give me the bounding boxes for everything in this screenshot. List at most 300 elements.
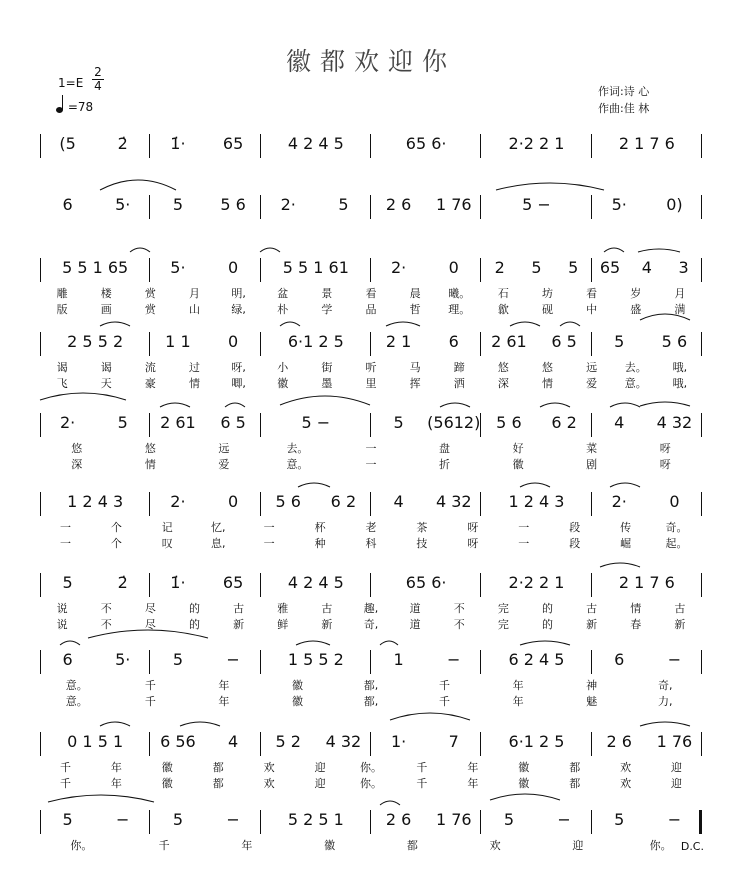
lyric-syllable: 个 [110,537,122,550]
lyric-syllable: 记 [161,521,173,534]
jianpu-note-group: 5 2 [275,732,301,751]
jianpu-note-group: 5 6 [496,413,522,432]
lyric-syllable: 哦, [672,361,688,374]
lyric-syllable: 新 [674,618,686,631]
lyric-syllable: 千 [59,777,71,790]
slur-arc [130,248,150,252]
lyric-syllable: 去。 [286,442,309,455]
lyric-syllable: 种 [314,537,326,550]
notation-row [40,258,702,282]
slur-arc [640,402,690,406]
slur-arc [610,403,640,407]
lyrics-verse-1 [40,360,702,375]
lyric-syllable: 雅 [277,602,289,615]
lyric-syllable: 晨 [409,287,421,300]
lyric-syllable: 悠 [497,361,509,374]
lyric-syllable: 雕 [56,287,68,300]
lyric-syllable: 的 [188,618,200,631]
lyric-syllable: 一 [263,537,275,550]
barline [591,650,592,674]
jianpu-note-group: 1 5 5 2 [287,650,344,669]
lyric-syllable: 奇, [363,618,379,631]
lyric-syllable: 明, [231,287,246,300]
lyric-syllable: 新 [321,618,333,631]
lyric-syllable: 不 [100,618,112,631]
barline [40,258,41,282]
lyric-syllable: 迎 [671,777,683,790]
jianpu-note-group: 1 1 [165,332,191,351]
notation-row [40,413,702,437]
jianpu-note-group: 65 6· [405,134,447,153]
lyric-syllable: 都 [406,839,418,852]
lyrics-verse-1 [40,441,702,456]
lyric-syllable: 尽 [144,602,156,615]
lyric-syllable: 哦, [672,377,688,390]
jianpu-note-group: 1̇· [170,134,186,153]
lyric-syllable: 情 [144,458,156,471]
lyric-syllable: 天 [100,377,112,390]
slur-arc [600,563,640,567]
barline [149,413,150,437]
lyric-syllable: 月 [674,287,686,300]
lyric-syllable: 千 [439,679,451,692]
lyric-syllable: 的 [542,602,554,615]
lyric-syllable: 呀 [467,537,479,550]
lyrics-verse-2 [40,776,702,791]
lyric-syllable: 朴 [277,303,289,316]
barline [370,492,371,516]
lyric-syllable: 都, [363,695,379,708]
lyric-syllable: 年 [512,695,524,708]
jianpu-note-group: 5 [172,195,183,214]
lyric-syllable: 徽 [324,839,336,852]
barline [40,732,41,756]
slur-arc [610,483,640,487]
lyric-syllable: 的 [188,602,200,615]
lyric-syllable: 里 [365,377,377,390]
lyric-syllable: 好 [512,442,524,455]
lyric-syllable: 都 [569,761,581,774]
tempo-value: =78 [67,100,94,114]
lyric-syllable: 版 [56,303,68,316]
lyric-syllable: 一 [59,537,71,550]
lyric-syllable: 忆, [210,521,226,534]
lyric-syllable: 情 [630,602,642,615]
barline [591,573,592,597]
barline [149,810,150,834]
jianpu-note-group: 5· [611,195,627,214]
jianpu-note-group: − [226,650,240,669]
lyric-syllable: 年 [241,839,253,852]
jianpu-note-group: 2 6 [385,810,412,829]
slur-arc [440,403,470,407]
barline [591,134,592,158]
jianpu-note-group: 6 [62,195,73,214]
lyrics-verse-2 [40,694,702,709]
slur-arc [260,248,280,252]
lyric-syllable: 春 [630,618,642,631]
lyric-syllable: 意。 [624,377,647,390]
lyric-syllable: 古 [586,602,598,615]
lyric-syllable: 一 [365,458,377,471]
jianpu-note-group: 6·1 2 5 [508,732,565,751]
jianpu-note-group: − [226,810,240,829]
lyric-syllable: 息, [210,537,226,550]
jianpu-note-group: 1 76 [656,732,693,751]
barline [40,413,41,437]
lyric-syllable: 一 [518,537,530,550]
barline [370,258,371,282]
lyric-syllable: 徽 [161,777,173,790]
slur-arc [225,403,245,407]
lyric-syllable: 千 [144,695,156,708]
jianpu-note-group: 6 2 4 5 [508,650,565,669]
slur-arc [520,483,550,487]
lyric-syllable: 呀 [659,442,671,455]
lyric-syllable: 月 [188,287,200,300]
da-capo-mark: D.C. [680,840,704,853]
barline [260,195,261,219]
slur-arc [296,641,330,645]
lyric-syllable: 唧, [231,377,246,390]
barline [591,413,592,437]
barline [480,413,481,437]
lyric-syllable: 山 [188,303,200,316]
jianpu-note-group: 5 [172,650,183,669]
jianpu-note-group: 5 [503,810,514,829]
lyrics-verse-2 [40,457,702,472]
lyric-syllable: 徽 [518,761,530,774]
barline [260,413,261,437]
lyric-syllable: 悠 [542,361,554,374]
jianpu-note-group: 5 [393,413,404,432]
lyric-syllable: 古 [321,602,333,615]
lyric-syllable: 年 [218,679,230,692]
lyric-syllable: 呀 [659,458,671,471]
lyric-syllable: 年 [110,777,122,790]
slur-arc [380,641,398,645]
lyric-syllable: 一 [59,521,71,534]
notation-row [40,332,702,356]
barline [40,134,41,158]
lyric-syllable: 盆 [277,287,289,300]
lyric-syllable: 一 [365,442,377,455]
lyric-syllable: 年 [110,761,122,774]
slur-arc [100,322,130,326]
barline [370,810,371,834]
jianpu-note-group: 65 [222,573,244,592]
barline [260,810,261,834]
jianpu-note-group: 6·1 2 5 [287,332,344,351]
lyric-syllable: 一 [518,521,530,534]
slur-arc [380,801,400,805]
lyric-syllable: 砚 [542,303,554,316]
barline [480,195,481,219]
lyric-syllable: 茶 [416,521,428,534]
lyrics-verse-1 [40,838,702,853]
jianpu-note-group: 2·2 2 1 [508,134,565,153]
jianpu-note-group: 4 [641,258,652,277]
slur-arc [100,180,176,190]
barline [260,650,261,674]
jianpu-note-group: 1 [393,650,404,669]
lyric-syllable: 鲜 [277,618,289,631]
jianpu-note-group: 6 2 [330,492,357,511]
lyric-syllable: 千 [416,761,428,774]
jianpu-note-group: 5 − [522,195,551,214]
lyric-syllable: 意。 [65,679,88,692]
slur-arc [160,403,190,407]
lyric-syllable: 坊 [542,287,554,300]
time-signature-top: 2 [92,66,104,80]
lyric-syllable: 千 [439,695,451,708]
lyric-syllable: 洒 [453,377,465,390]
lyrics-verse-1 [40,760,702,775]
jianpu-note-group: 2 1 [385,332,412,351]
lyric-syllable: 景 [321,287,333,300]
slur-arc [280,322,300,326]
barline [370,332,371,356]
barline [701,134,702,158]
lyric-syllable: 小 [277,361,289,374]
slur-arc [638,249,680,252]
lyric-syllable: 曦。 [448,287,471,300]
lyric-syllable: 赏 [144,303,156,316]
lyric-syllable: 一 [263,521,275,534]
lyric-syllable: 飞 [56,377,68,390]
slur-arc [60,641,80,645]
barline [370,650,371,674]
barline [591,195,592,219]
barline [701,195,702,219]
lyric-syllable: 赏 [144,287,156,300]
lyric-syllable: 崛 [620,537,632,550]
lyric-syllable: 迎 [314,761,326,774]
jianpu-note-group: 6 [614,650,625,669]
jianpu-note-group: 5· [115,195,131,214]
slur-arc [510,322,540,326]
lyric-syllable: 情 [188,377,200,390]
lyric-syllable: 老 [365,521,377,534]
slur-arc [560,322,580,326]
lyric-syllable: 徽 [291,679,303,692]
lyric-syllable: 爱 [586,377,598,390]
lyric-syllable: 都 [569,777,581,790]
jianpu-note-group: 1 2 4 3 [67,492,124,511]
lyric-syllable: 个 [110,521,122,534]
lyrics-verse-1 [40,520,702,535]
lyric-syllable: 不 [453,618,465,631]
composer-credit: 作曲:佳 林 [598,102,650,115]
barline [701,573,702,597]
tempo-marking [56,96,93,114]
lyric-syllable: 神 [586,679,598,692]
lyric-syllable: 剧 [586,458,598,471]
lyric-syllable: 品 [365,303,377,316]
lyric-syllable: 盛 [630,303,642,316]
song-title: 徽都欢迎你 [285,47,456,76]
slur-arc [490,794,560,800]
jianpu-note-group: 1· [390,732,407,751]
jianpu-note-group: 7 [448,732,459,751]
jianpu-note-group: 0 [669,492,680,511]
jianpu-note-group: 5 [172,810,183,829]
lyric-syllable: 年 [467,761,479,774]
jianpu-note-group: 1̇· [170,573,186,592]
jianpu-note-group: 6 5 [551,332,577,351]
lyric-syllable: 过 [188,361,200,374]
lyric-syllable: 绿, [231,303,246,316]
jianpu-note-group: 4 [393,492,404,511]
jianpu-note-group: 2 1 7 6 [618,134,675,153]
jianpu-note-group: − [667,810,682,829]
jianpu-note-group: 2̇ [117,134,128,153]
barline [149,332,150,356]
lyric-syllable: 新 [233,618,245,631]
lyric-syllable: 理。 [448,303,471,316]
lyric-syllable: 爱 [218,458,230,471]
lyric-syllable: 欢 [263,761,275,774]
jianpu-note-group: 2̇ [117,573,128,592]
lyric-syllable: 说 [56,618,68,631]
jianpu-note-group: 4 [227,732,239,751]
slur-arc [100,722,130,726]
lyrics-verse-2 [40,376,702,391]
lyric-syllable: 看 [365,287,377,300]
barline [370,732,371,756]
jianpu-note-group: 6 2 [551,413,577,432]
barline [260,134,261,158]
jianpu-note-group: − [116,810,130,829]
barline [370,195,371,219]
jianpu-note-group: 2· [59,413,76,432]
jianpu-note-group: 5 [531,258,542,277]
barline [480,810,481,834]
jianpu-note-group: 5 5 1 61 [282,258,349,277]
jianpu-note-group: 1 2 4 3 [508,492,565,511]
lyricist-credit: 作词:诗 心 [598,85,650,98]
barline [480,732,481,756]
lyric-syllable: 传 [620,521,632,534]
lyric-syllable: 豪 [144,377,156,390]
lyric-syllable: 听 [365,361,377,374]
jianpu-note-group: 2· [280,195,296,214]
slur-arc [280,396,370,405]
lyric-syllable: 你。 [360,761,382,774]
barline [40,810,41,834]
lyric-syllable: 道 [409,602,421,615]
slur-arc [48,795,154,802]
barline [260,492,261,516]
jianpu-note-group: 5 6 [275,492,301,511]
lyric-syllable: 都, [363,679,379,692]
jianpu-note-group: 2· [170,492,186,511]
jianpu-note-group: 65 [599,258,621,277]
lyric-syllable: 不 [100,602,112,615]
lyric-syllable: 奇。 [665,521,688,534]
slur-arc [386,322,420,326]
barline [480,258,481,282]
barline [701,650,702,674]
jianpu-note-group: 5 6 [661,332,688,351]
slur-arc [604,248,624,252]
barline [149,492,150,516]
lyric-syllable: 楼 [100,287,112,300]
lyric-syllable: 深 [497,377,509,390]
barline [40,573,41,597]
lyric-syllable: 去。 [624,361,647,374]
notation-row [40,195,702,219]
jianpu-note-group: 6 56 [160,732,196,751]
notation-row [40,573,702,597]
barline [260,573,261,597]
lyric-syllable: 盘 [439,442,451,455]
lyric-syllable: 尽 [144,618,156,631]
jianpu-note-group: 2 [494,258,505,277]
lyrics-verse-1 [40,601,702,616]
jianpu-note-group: 6 5 [220,413,246,432]
lyric-syllable: 石 [497,287,509,300]
lyric-syllable: 看 [586,287,598,300]
jianpu-note-group: 0) [666,195,683,214]
lyric-syllable: 杯 [314,521,326,534]
jianpu-note-group: 2 1 7 6 [618,573,675,592]
barline [370,573,371,597]
jianpu-note-group: 6 [448,332,459,351]
barline [149,650,150,674]
barline [370,413,371,437]
lyric-syllable: 马 [409,361,421,374]
lyric-syllable: 段 [569,521,581,534]
barline [370,134,371,158]
jianpu-note-group: 5· [115,650,131,669]
barline [260,258,261,282]
lyric-syllable: 技 [416,537,428,550]
lyric-syllable: 千 [158,839,170,852]
slur-arc [496,183,604,190]
notation-row [40,492,702,516]
lyric-syllable: 新 [586,618,598,631]
barline [480,492,481,516]
lyric-syllable: 徽 [161,761,173,774]
lyric-syllable: 趣, [363,602,379,615]
jianpu-note-group: 5 [338,195,349,214]
lyric-syllable: 年 [467,777,479,790]
jianpu-note-group: − [667,650,682,669]
lyric-syllable: 蹄 [453,361,465,374]
lyric-syllable: 岁 [630,287,642,300]
lyric-syllable: 挥 [409,377,421,390]
lyric-syllable: 意。 [65,695,88,708]
lyric-syllable: 古 [674,602,686,615]
jianpu-note-group: 2 6 [606,732,632,751]
jianpu-note-group: (5 [59,134,76,153]
lyric-syllable: 悠 [71,442,83,455]
lyric-syllable: 完 [497,602,509,615]
jianpu-note-group: 1 76 [435,810,472,829]
barline [591,332,592,356]
jianpu-note-group: 5 [117,413,128,432]
notation-row [40,810,702,834]
jianpu-note-group: 5 2 5 1 [287,810,344,829]
barline [260,332,261,356]
jianpu-note-group: 4 2 4 5 [287,134,344,153]
lyrics-verse-2 [40,536,702,551]
jianpu-note-group: 0 1 5 1 [67,732,124,751]
jianpu-note-group: 5 [614,332,625,351]
lyric-syllable: 折 [439,458,451,471]
barline [149,134,150,158]
